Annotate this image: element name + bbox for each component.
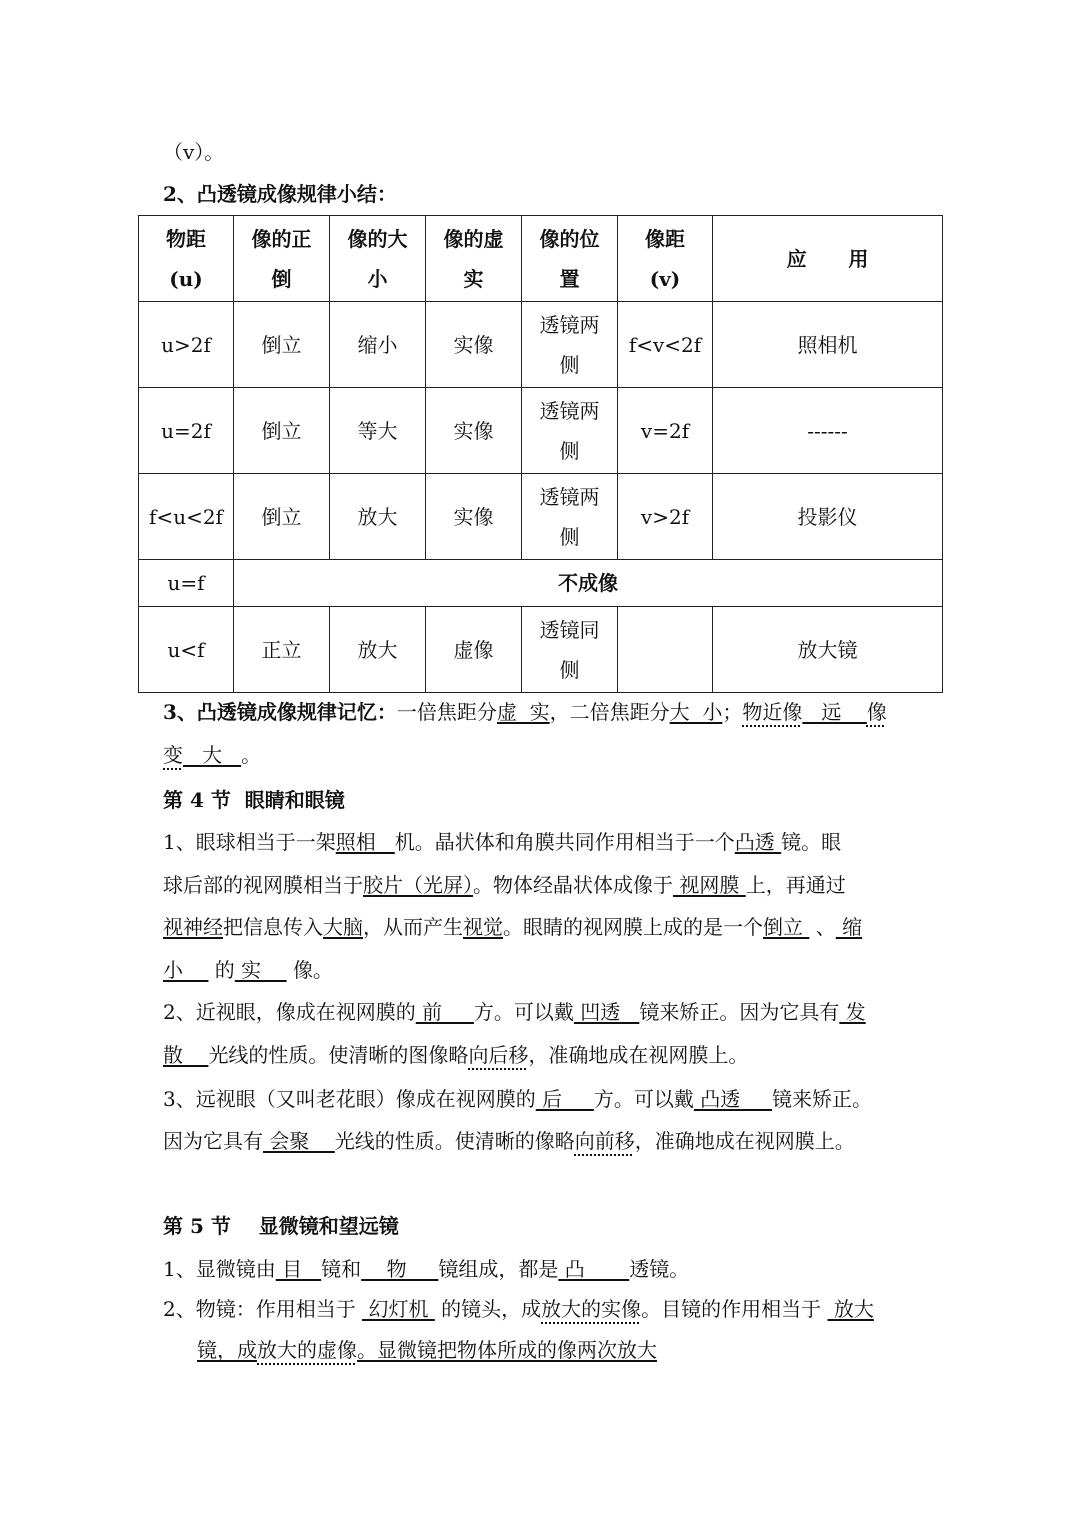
section-5-title: 第 5 节 显微镜和望远镜 xyxy=(163,1214,399,1238)
cell-u: u=2f xyxy=(139,388,234,474)
cell-real: 实像 xyxy=(426,302,522,388)
hyperopia-line-1: 3、远视眼（又叫老花眼）像成在视网膜的 后 方。可以戴 凸透 镜来矫正。 xyxy=(163,1087,873,1111)
objective-line-1: 2、物镜：作用相当于 幻灯机 的镜头，成放大的实像。目镜的作用相当于 放大 xyxy=(163,1297,874,1321)
cell-orientation: 倒立 xyxy=(234,388,330,474)
table-row xyxy=(139,388,943,474)
cell-orientation: 倒立 xyxy=(234,302,330,388)
cell-orientation: 倒立 xyxy=(234,474,330,560)
header-object-distance: 物距 (u) xyxy=(139,216,234,302)
eye-paragraph-line-1: 1、眼球相当于一架照相 机。晶状体和角膜共同作用相当于一个凸透 镜。眼 xyxy=(163,830,842,854)
cell-size: 放大 xyxy=(330,474,426,560)
eye-paragraph-line-3: 视神经把信息传入大脑，从而产生视觉。眼睛的视网膜上成的是一个倒立 、 缩 xyxy=(163,915,863,939)
table-row xyxy=(139,302,943,388)
objective-line-2: 镜，成放大的虚像。显微镜把物体所成的像两次放大 xyxy=(197,1338,657,1362)
cell-position: 透镜两 侧 xyxy=(522,302,618,388)
cell-real: 虚像 xyxy=(426,607,522,693)
cell-position: 透镜两 侧 xyxy=(522,474,618,560)
header-size: 像的大 小 xyxy=(330,216,426,302)
cell-orientation: 正立 xyxy=(234,607,330,693)
table-row xyxy=(139,474,943,560)
header-application: 应 用 xyxy=(713,216,943,302)
cell-size: 等大 xyxy=(330,388,426,474)
microscope-line-1: 1、显微镜由 目 镜和 物 镜组成，都是 凸 透镜。 xyxy=(163,1257,690,1281)
cell-application: 投影仪 xyxy=(713,474,943,560)
cell-u: u>2f xyxy=(139,302,234,388)
cell-v xyxy=(618,607,713,693)
table-row xyxy=(139,560,943,607)
cell-v: f<v<2f xyxy=(618,302,713,388)
hyperopia-line-2: 因为它具有 会聚 光线的性质。使清晰的像略向前移，准确地成在视网膜上。 xyxy=(163,1129,855,1153)
cell-size: 缩小 xyxy=(330,302,426,388)
cell-position: 透镜两 侧 xyxy=(522,388,618,474)
cell-v: v>2f xyxy=(618,474,713,560)
top-fragment: （v）。 xyxy=(163,140,225,164)
cell-application: 照相机 xyxy=(713,302,943,388)
header-orientation: 像的正 倒 xyxy=(234,216,330,302)
header-real-virtual: 像的虚 实 xyxy=(426,216,522,302)
cell-application: ------ xyxy=(713,388,943,474)
eye-paragraph-line-2: 球后部的视网膜相当于胶片（光屏）。物体经晶状体成像于 视网膜 上，再通过 xyxy=(163,873,846,897)
memory-rule-line-1: 3、凸透镜成像规律记忆：一倍焦距分虚 实，二倍焦距分大 小；物近像 远 像 xyxy=(163,700,887,724)
section-4-title: 第 4 节 眼睛和眼镜 xyxy=(163,788,345,812)
cell-no-image: 不成像 xyxy=(234,560,943,607)
cell-position: 透镜同 侧 xyxy=(522,607,618,693)
cell-u: u=f xyxy=(139,560,234,607)
cell-u: f<u<2f xyxy=(139,474,234,560)
cell-application: 放大镜 xyxy=(713,607,943,693)
table-header-row xyxy=(139,216,943,302)
eye-paragraph-line-4: 小 的 实 像。 xyxy=(163,958,333,982)
myopia-line-1: 2、近视眼，像成在视网膜的 前 方。可以戴 凹透 镜来矫正。因为它具有 发 xyxy=(163,1000,866,1024)
summary-title: 2、凸透镜成像规律小结： xyxy=(163,182,397,206)
table-row xyxy=(139,607,943,693)
lens-summary-table xyxy=(138,215,943,693)
cell-v: v=2f xyxy=(618,388,713,474)
myopia-line-2: 散 光线的性质。使清晰的图像略向后移，准确地成在视网膜上。 xyxy=(163,1043,749,1067)
header-image-distance: 像距 (v) xyxy=(618,216,713,302)
cell-size: 放大 xyxy=(330,607,426,693)
header-position: 像的位 置 xyxy=(522,216,618,302)
memory-rule-line-2: 变 大 。 xyxy=(163,743,262,767)
cell-real: 实像 xyxy=(426,474,522,560)
cell-real: 实像 xyxy=(426,388,522,474)
cell-u: u<f xyxy=(139,607,234,693)
